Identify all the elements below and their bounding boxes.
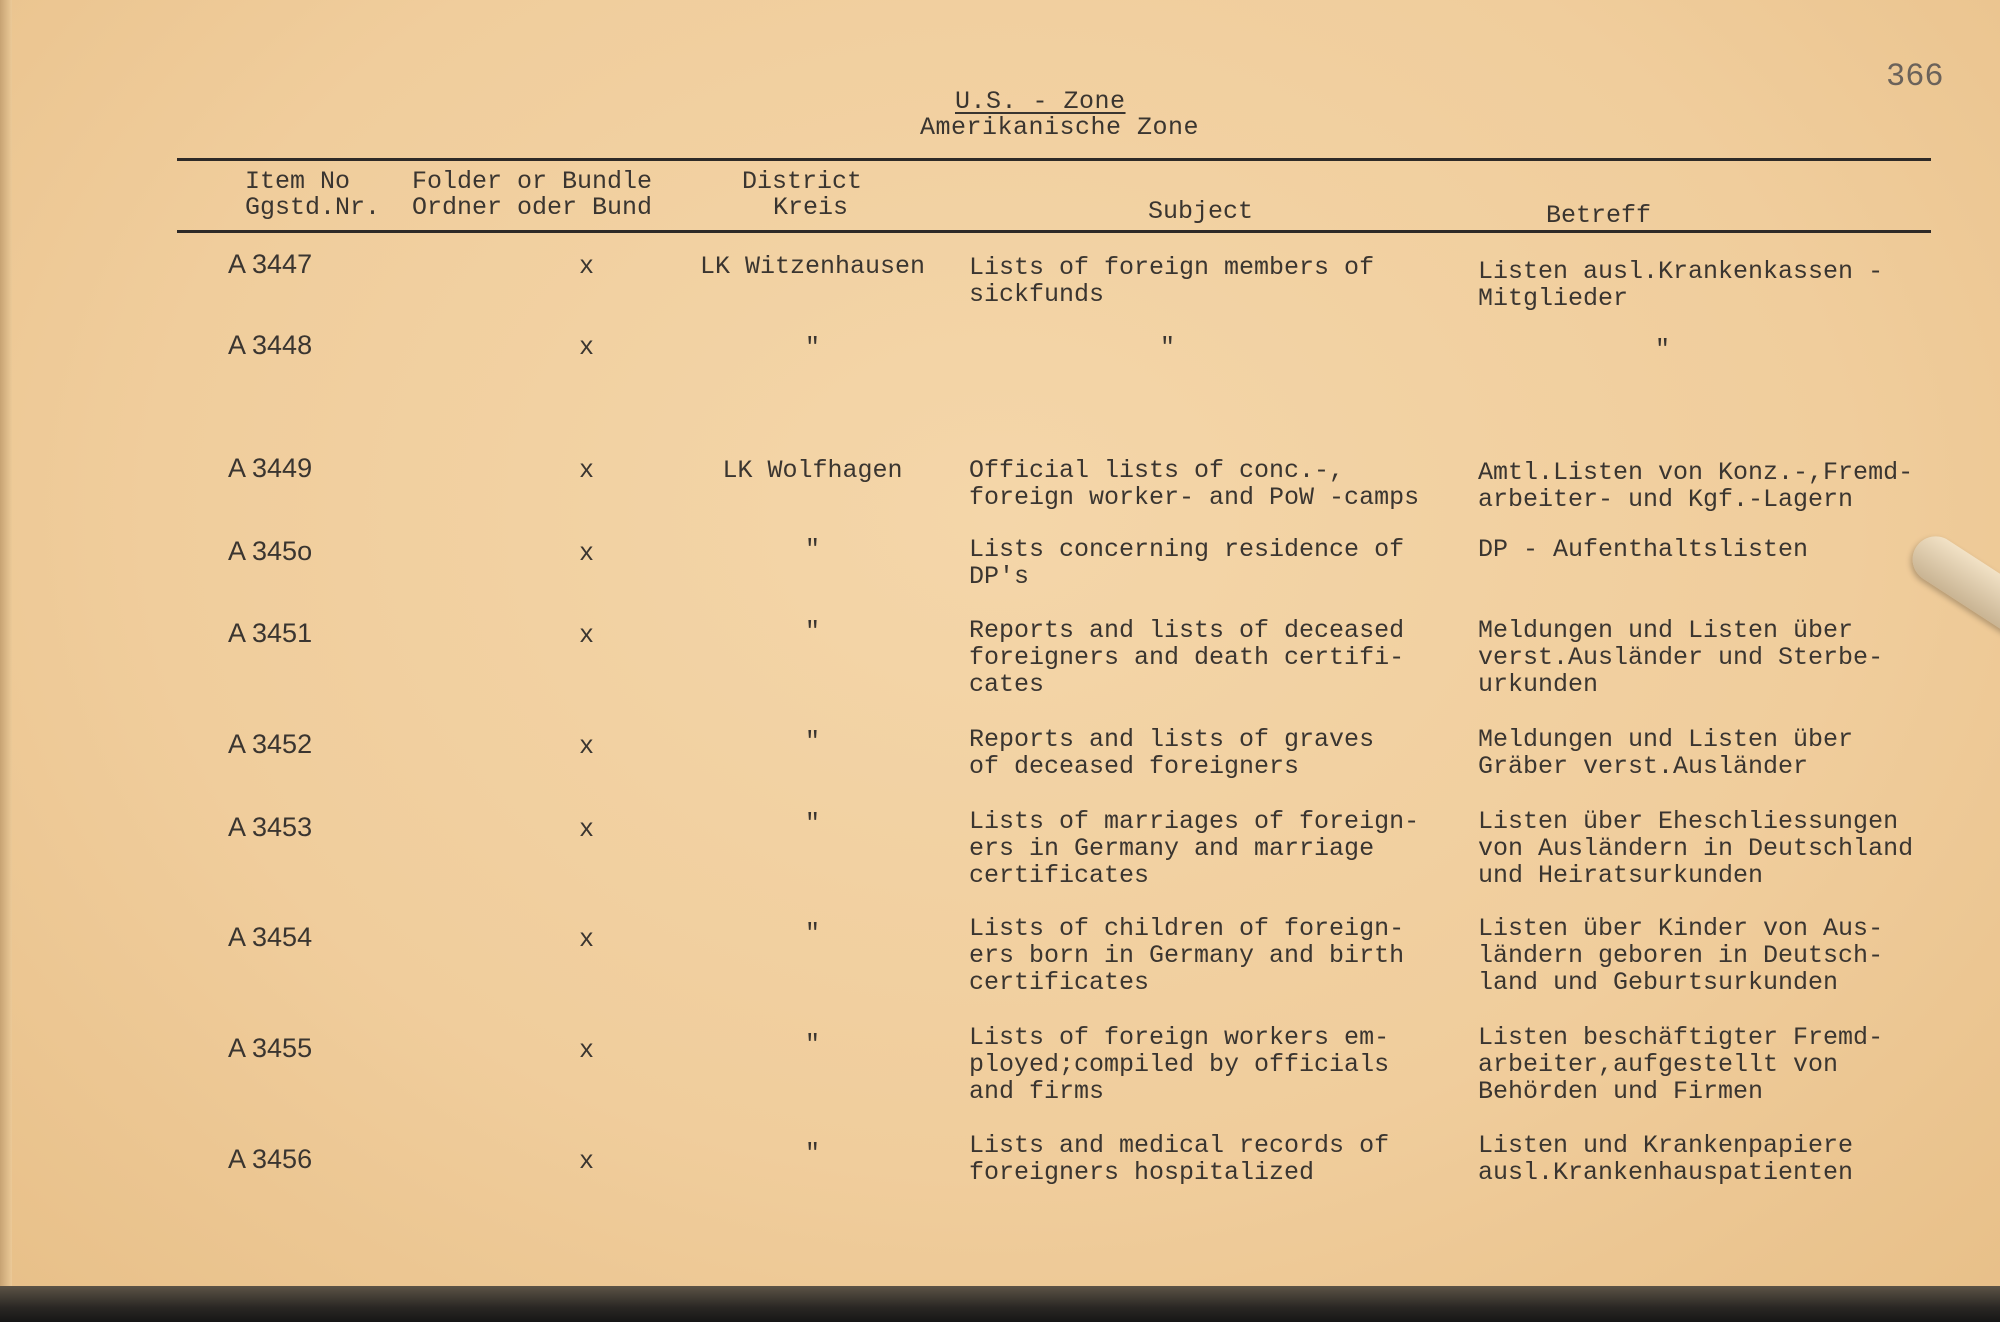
subject: Lists of children of foreign- ers born in Germany and birth certificates xyxy=(969,914,1405,997)
subject: Official lists of conc.-, foreign worker- and PoW -camps xyxy=(969,456,1420,512)
item-number: A 3452 xyxy=(228,729,313,759)
betreff: " xyxy=(1655,335,1671,364)
header-bottom-rule xyxy=(177,230,1931,233)
betreff: Listen und Krankenpapiere ausl.Krankenhauspatienten xyxy=(1478,1131,1854,1187)
folder-mark: x xyxy=(579,456,595,485)
folder-mark: x xyxy=(579,621,595,650)
item-number: A 3453 xyxy=(228,812,313,842)
subject: Lists and medical records of foreigners hospitalized xyxy=(969,1131,1390,1187)
header-district: District xyxy=(742,167,863,196)
betreff: Listen ausl.Krankenkassen - Mitglieder xyxy=(1478,257,1884,313)
paper-clip xyxy=(1904,528,2000,643)
district: " xyxy=(804,809,820,838)
subject: Reports and lists of graves of deceased foreigners xyxy=(969,725,1375,781)
item-number: A 3451 xyxy=(228,618,313,648)
betreff: Listen über Eheschliessungen von Ausländern in Deutschland und Heiratsurkunden xyxy=(1478,807,1914,890)
page-left-edge xyxy=(0,0,12,1290)
header-item-no-de: Ggstd.Nr. xyxy=(245,193,381,222)
header-subject: Subject xyxy=(1148,197,1254,226)
district: " xyxy=(804,1139,820,1168)
betreff: Listen über Kinder von Aus- ländern geboren in Deutsch- land und Geburtsurkunden xyxy=(1478,914,1884,997)
betreff: Listen beschäftigter Fremd- arbeiter,aufgestellt von Behörden und Firmen xyxy=(1478,1023,1884,1106)
zone-title-german: Amerikanische Zone xyxy=(920,113,1200,142)
subject: Reports and lists of deceased foreigners and death certifi- cates xyxy=(969,616,1405,699)
subject: Lists concerning residence of DP's xyxy=(969,535,1405,591)
betreff: Meldungen und Listen über Gräber verst.Ausländer xyxy=(1478,725,1854,781)
district: " xyxy=(804,1030,820,1059)
betreff: Meldungen und Listen über verst.Ausländer und Sterbe- urkunden xyxy=(1478,616,1884,699)
scan-bottom-edge xyxy=(0,1286,2000,1322)
item-number: A 3454 xyxy=(228,922,313,952)
district: " xyxy=(804,919,820,948)
folder-mark: x xyxy=(579,333,595,362)
betreff: DP - Aufenthaltslisten xyxy=(1478,535,1809,564)
header-item-no: Item No xyxy=(245,167,351,196)
folder-mark: x xyxy=(579,252,595,281)
item-number: A 345o xyxy=(228,536,313,566)
district: " xyxy=(804,727,820,756)
district: LK Wolfhagen xyxy=(722,456,903,485)
folder-mark: x xyxy=(579,732,595,761)
item-number: A 3456 xyxy=(228,1144,313,1174)
item-number: A 3448 xyxy=(228,330,313,360)
betreff: Amtl.Listen von Konz.-,Fremd- arbeiter- und Kgf.-Lagern xyxy=(1478,458,1914,514)
header-folder: Folder or Bundle xyxy=(412,167,653,196)
item-number: A 3447 xyxy=(228,249,313,279)
page-number: 366 xyxy=(1886,58,1944,95)
header-folder-de: Ordner oder Bund xyxy=(412,193,653,222)
folder-mark: x xyxy=(579,815,595,844)
header-betreff: Betreff xyxy=(1546,201,1652,230)
district: " xyxy=(804,333,820,362)
item-number: A 3449 xyxy=(228,453,313,483)
subject: Lists of foreign workers em- ployed;compiled by officials and firms xyxy=(969,1023,1390,1106)
folder-mark: x xyxy=(579,925,595,954)
district: LK Witzenhausen xyxy=(699,252,926,281)
zone-title-english: U.S. - Zone xyxy=(955,87,1126,116)
subject: " xyxy=(1160,333,1176,362)
item-number: A 3455 xyxy=(228,1033,313,1063)
district: " xyxy=(804,617,820,646)
header-top-rule xyxy=(177,158,1931,161)
subject: Lists of foreign members of sickfunds xyxy=(969,253,1375,309)
district: " xyxy=(804,535,820,564)
subject: Lists of marriages of foreign- ers in Germany and marriage certificates xyxy=(969,807,1420,890)
folder-mark: x xyxy=(579,1036,595,1065)
header-district-de: Kreis xyxy=(773,193,849,222)
folder-mark: x xyxy=(579,1147,595,1176)
folder-mark: x xyxy=(579,539,595,568)
